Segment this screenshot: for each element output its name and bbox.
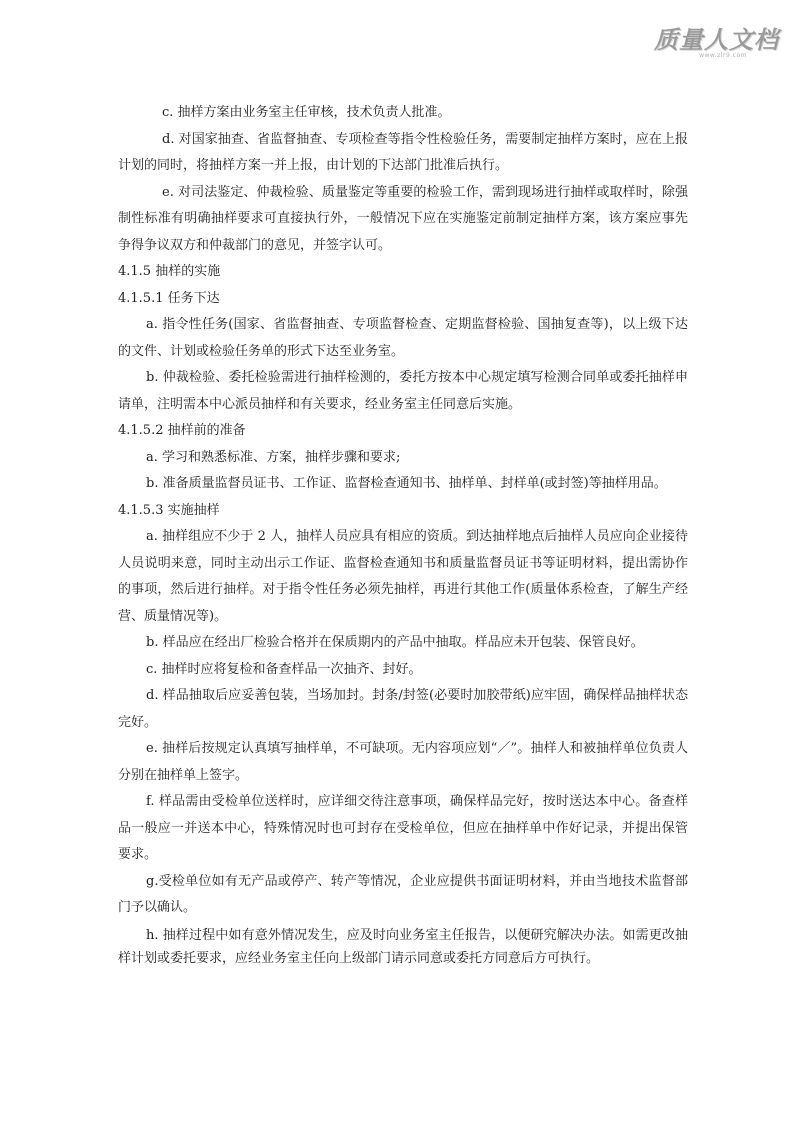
paragraph-impl-b: b. 样品应在经出厂检验合格并在保质期内的产品中抽取。样品应未开包装、保管良好。 (146, 635, 644, 650)
section-heading-4-1-5-2: 4.1.5.2 抽样前的准备 (118, 423, 246, 438)
paragraph-prep-a: a. 学习和熟悉标准、方案，抽样步骤和要求; (146, 449, 401, 465)
paragraph-d-national-check: d. 对国家抽查、省监督抽查、专项检查等指令性检验任务，需要制定抽样方案时，应在上报计划的同时，将抽样方案一并上报，由计划的下达部门批准后执行。 (118, 131, 688, 173)
section-heading-4-1-5-3: 4.1.5.3 实施抽样 (118, 502, 220, 518)
paragraph-prep-b: b. 准备质量监督员证书、工作证、监督检查通知书、抽样单、封样单(或封签)等抽样用品。 (146, 476, 667, 491)
section-heading-4-1-5: 4.1.5 抽样的实施 (118, 264, 221, 279)
paragraph-impl-e: e. 抽样后按规定认真填写抽样单，不可缺项。无内容项应划“／”。抽样人和被抽样单位负责人分别在抽样单上签字。 (118, 741, 688, 783)
paragraph-c-approval: c. 抽样方案由业务室主任审核，技术负责人批准。 (162, 105, 451, 120)
paragraph-impl-g: g.受检单位如有无产品或停产、转产等情况，企业应提供书面证明材料，并由当地技术监督部门予以确认。 (118, 873, 688, 915)
paragraph-task-b: b. 仲裁检验、委托检验需进行抽样检测的，委托方按本中心规定填写检测合同单或委托抽样申请单，注明需本中心派员抽样和有关要求，经业务室主任同意后实施。 (118, 370, 688, 412)
document-body (118, 100, 688, 970)
paragraph-impl-f: f. 样品需由受检单位送样时，应详细交待注意事项，确保样品完好，按时送达本中心。备查样品一般应一并送本中心，特殊情况时也可封存在受检单位，但应在抽样单中作好记录，并提出保管要求。 (118, 794, 688, 862)
logo-text: 质量人文档 (654, 26, 779, 54)
paragraph-impl-a: a. 抽样组应不少于 2 人，抽样人员应具有相应的资质。到达抽样地点后抽样人员应向企业接待人员说明来意，同时主动出示工作证、监督检查通知书和质量监督员证书等证明材料，提出需协作的事项，然后进行抽样。对于指令性任务必须先抽样，再进行其他工作(质量体系检查，了解生产经营、质量情况等)。 (118, 529, 688, 624)
paragraph-task-a: a. 指令性任务(国家、省监督抽查、专项监督检查、定期监督检验、国抽复查等)，以上级下达的文件、计划或检验任务单的形式下达至业务室。 (118, 317, 688, 359)
paragraph-e-judicial: e. 对司法鉴定、仲裁检验、质量鉴定等重要的检验工作，需到现场进行抽样或取样时，除强制性标准有明确抽样要求可直接执行外，一般情况下应在实施鉴定前制定抽样方案，该方案应事先争得争议双方和仲裁部门的意见，并签字认可。 (118, 184, 688, 253)
logo-url: www.zlr9.com (699, 52, 747, 59)
site-logo (639, 20, 779, 62)
section-heading-4-1-5-1: 4.1.5.1 任务下达 (118, 290, 220, 306)
paragraph-impl-d: d. 样品抽取后应妥善包装，当场加封。封条/封签(必要时加胶带纸)应牢固，确保样品抽样状态完好。 (118, 688, 688, 730)
paragraph-impl-c: c. 抽样时应将复检和备查样品一次抽齐、封好。 (146, 661, 422, 677)
paragraph-impl-h: h. 抽样过程中如有意外情况发生，应及时向业务室主任报告，以便研究解决办法。如需更改抽样计划或委托要求，应经业务室主任向上级部门请示同意或委托方同意后方可执行。 (118, 927, 688, 966)
